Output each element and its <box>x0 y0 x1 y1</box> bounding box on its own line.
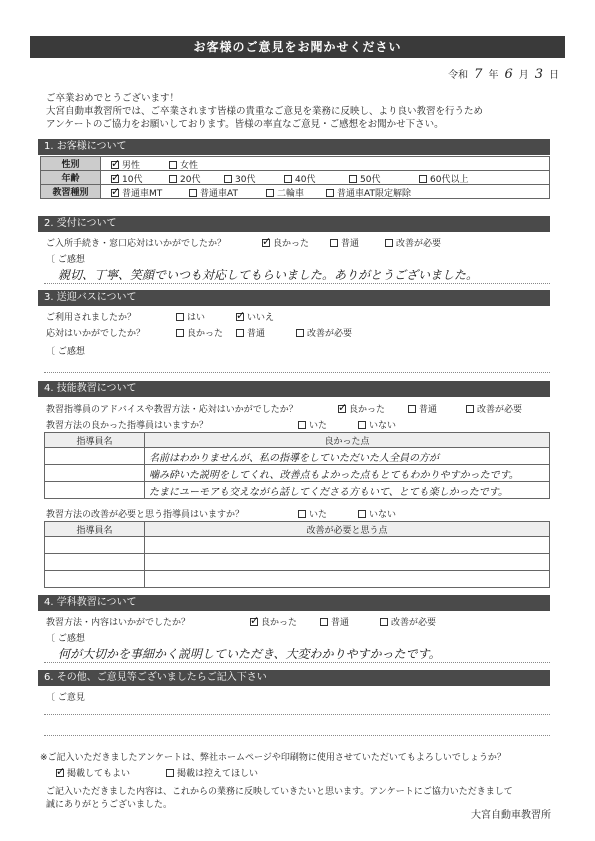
intro-line-3: アンケートのご協力をお願いしております。皆様の率直なご意見・ご感想をお聞かせ下さい。 <box>46 119 444 130</box>
good-instructor-table <box>44 432 550 499</box>
section-6-header: 6. その他、ご意見等ございましたらご記入下さい <box>38 670 550 686</box>
section-4-header: 4. 技能教習について <box>38 381 550 397</box>
type-at-limit-option[interactable]: 普通車AT限定解除 <box>326 186 411 199</box>
date-day: 3 <box>534 67 543 82</box>
skill-improve-option[interactable]: 改善が必要 <box>466 402 522 415</box>
divider <box>44 735 550 736</box>
type-bike-option[interactable]: 二輪車 <box>266 186 304 199</box>
gender-male-option[interactable]: ✓ 男性 <box>111 158 140 171</box>
date-year-unit: 年 <box>488 70 499 81</box>
divider <box>44 372 550 373</box>
good-points-line-2[interactable]: 噛み砕いた説明をしてくれ、改善点もよかった点もとてもわかりやすかったです。 <box>145 465 550 482</box>
bus-normal-option[interactable]: 普通 <box>236 326 265 339</box>
date-month: 6 <box>504 67 513 82</box>
skill-question: 教習指導員のアドバイスや教習方法・応対はいかがでしたか？ <box>46 405 298 415</box>
company-name: 大宮自動車教習所 <box>471 810 551 821</box>
divider <box>44 662 550 663</box>
thanks-text <box>46 786 513 812</box>
bad-instructor-yes-option[interactable]: いた <box>298 507 327 520</box>
age-20s-option[interactable]: 20代 <box>169 172 200 185</box>
thanks-line-2: 誠にありがとうございました。 <box>46 800 173 810</box>
classroom-normal-option[interactable]: 普通 <box>320 615 349 628</box>
intro-line-1: ご卒業おめでとうございます！ <box>46 93 180 104</box>
age-40s-option[interactable]: 40代 <box>284 172 315 185</box>
bad-instructor-question: 教習方法の改善が必要と思う指導員はいますか？ <box>46 510 245 520</box>
reception-comment[interactable]: 親切、丁寧、笑顔でいつも対応してもらいました。ありがとうございました。 <box>58 268 479 282</box>
date-month-unit: 月 <box>518 70 529 81</box>
checkbox-checked[interactable] <box>111 161 119 169</box>
good-instructor-yes-option[interactable]: いた <box>298 418 327 431</box>
age-10s-option[interactable]: ✓ 10代 <box>111 172 142 185</box>
good-instructor-no-option[interactable]: いない <box>358 418 396 431</box>
age-label: 年齢 <box>41 171 101 185</box>
classroom-question: 教習方法・内容はいかがでしたか？ <box>46 618 191 628</box>
reception-comment-label: 〔 ご感想 <box>46 255 85 265</box>
age-60s-option[interactable]: 60代以上 <box>419 172 468 185</box>
good-points-header: 良かった点 <box>145 433 550 448</box>
classroom-improve-option[interactable]: 改善が必要 <box>380 615 436 628</box>
type-mt-option[interactable]: ✓ 普通車MT <box>111 186 162 199</box>
form-title: お客様のご意見をお聞かせください <box>30 36 565 58</box>
good-points-line-3[interactable]: たまにユーモアも交えながら話してくださる方もいて、とても楽しかったです。 <box>145 482 550 499</box>
reception-good-option[interactable]: ✓ 良かった <box>262 236 309 249</box>
skill-good-option[interactable]: ✓ 良かった <box>338 402 385 415</box>
bus-service-question: 応対はいかがでしたか？ <box>46 329 146 339</box>
bad-instructor-table <box>44 521 550 588</box>
date-day-unit: 日 <box>549 70 559 81</box>
date-year: 7 <box>474 67 483 82</box>
classroom-comment-label: 〔 ご感想 <box>46 634 85 644</box>
good-instructor-question: 教習方法の良かった指導員はいますか？ <box>46 421 209 431</box>
gender-label: 性別 <box>41 157 101 171</box>
date <box>448 66 559 82</box>
bus-good-option[interactable]: 良かった <box>176 326 223 339</box>
reception-question: ご入所手続き・窓口応対はいかがでしたか？ <box>46 239 227 249</box>
improve-points-header: 改善が必要と思う点 <box>145 522 550 537</box>
intro-line-2: 大宮自動車教習所では、ご卒業されます皆様の貴重なご意見を業務に反映し、より良い教習を行うため <box>46 106 484 117</box>
divider <box>44 283 550 284</box>
checkbox[interactable] <box>169 161 177 169</box>
good-points-line-1[interactable]: 名前はわかりませんが、私の指導をしていただいた人全員の方が <box>145 448 550 465</box>
permission-yes-option[interactable]: ✓掲載してもよい <box>56 766 130 779</box>
course-type-label: 教習種別 <box>41 185 101 199</box>
permission-question: ※ご記入いただきましたアンケートは、弊社ホームページや印刷物に使用させていただいてもよろしいでしょうか？ <box>40 753 506 763</box>
classroom-good-option[interactable]: ✓ 良かった <box>250 615 297 628</box>
bus-no-option[interactable]: ✓ いいえ <box>236 310 274 323</box>
bus-improve-option[interactable]: 改善が必要 <box>296 326 352 339</box>
section-1-header: 1. お客様について <box>38 139 550 155</box>
other-comment-label: 〔 ご意見 <box>46 693 85 703</box>
gender-female-option[interactable]: 女性 <box>169 158 198 171</box>
skill-normal-option[interactable]: 普通 <box>408 402 437 415</box>
intro-text <box>46 92 556 131</box>
type-at-option[interactable]: 普通車AT <box>189 186 238 199</box>
instructor-name-header: 指導員名 <box>45 433 145 448</box>
bus-yes-option[interactable]: はい <box>176 310 205 323</box>
section-2-header: 2. 受付について <box>38 216 550 232</box>
section-3-header: 3. 送迎バスについて <box>38 290 550 306</box>
date-era: 令和 <box>448 70 469 81</box>
thanks-line-1: ご記入いただきました内容は、これからの業務に反映していきたいと思います。アンケートにご協力いただきまして <box>46 787 513 797</box>
instructor-name-header: 指導員名 <box>45 522 145 537</box>
divider <box>44 714 550 715</box>
reception-normal-option[interactable]: 普通 <box>330 236 359 249</box>
reception-improve-option[interactable]: 改善が必要 <box>385 236 441 249</box>
customer-info-table <box>40 156 550 199</box>
bus-comment-label: 〔 ご感想 <box>46 347 85 357</box>
age-30s-option[interactable]: 30代 <box>224 172 255 185</box>
bad-instructor-no-option[interactable]: いない <box>358 507 396 520</box>
bus-use-question: ご利用されましたか？ <box>46 313 137 323</box>
section-5-header: 4. 学科教習について <box>38 595 550 611</box>
classroom-comment[interactable]: 何が大切かを事細かく説明していただき、大変わかりやすかったです。 <box>58 647 441 661</box>
age-50s-option[interactable]: 50代 <box>349 172 380 185</box>
permission-no-option[interactable]: 掲載は控えてほしい <box>166 766 258 779</box>
